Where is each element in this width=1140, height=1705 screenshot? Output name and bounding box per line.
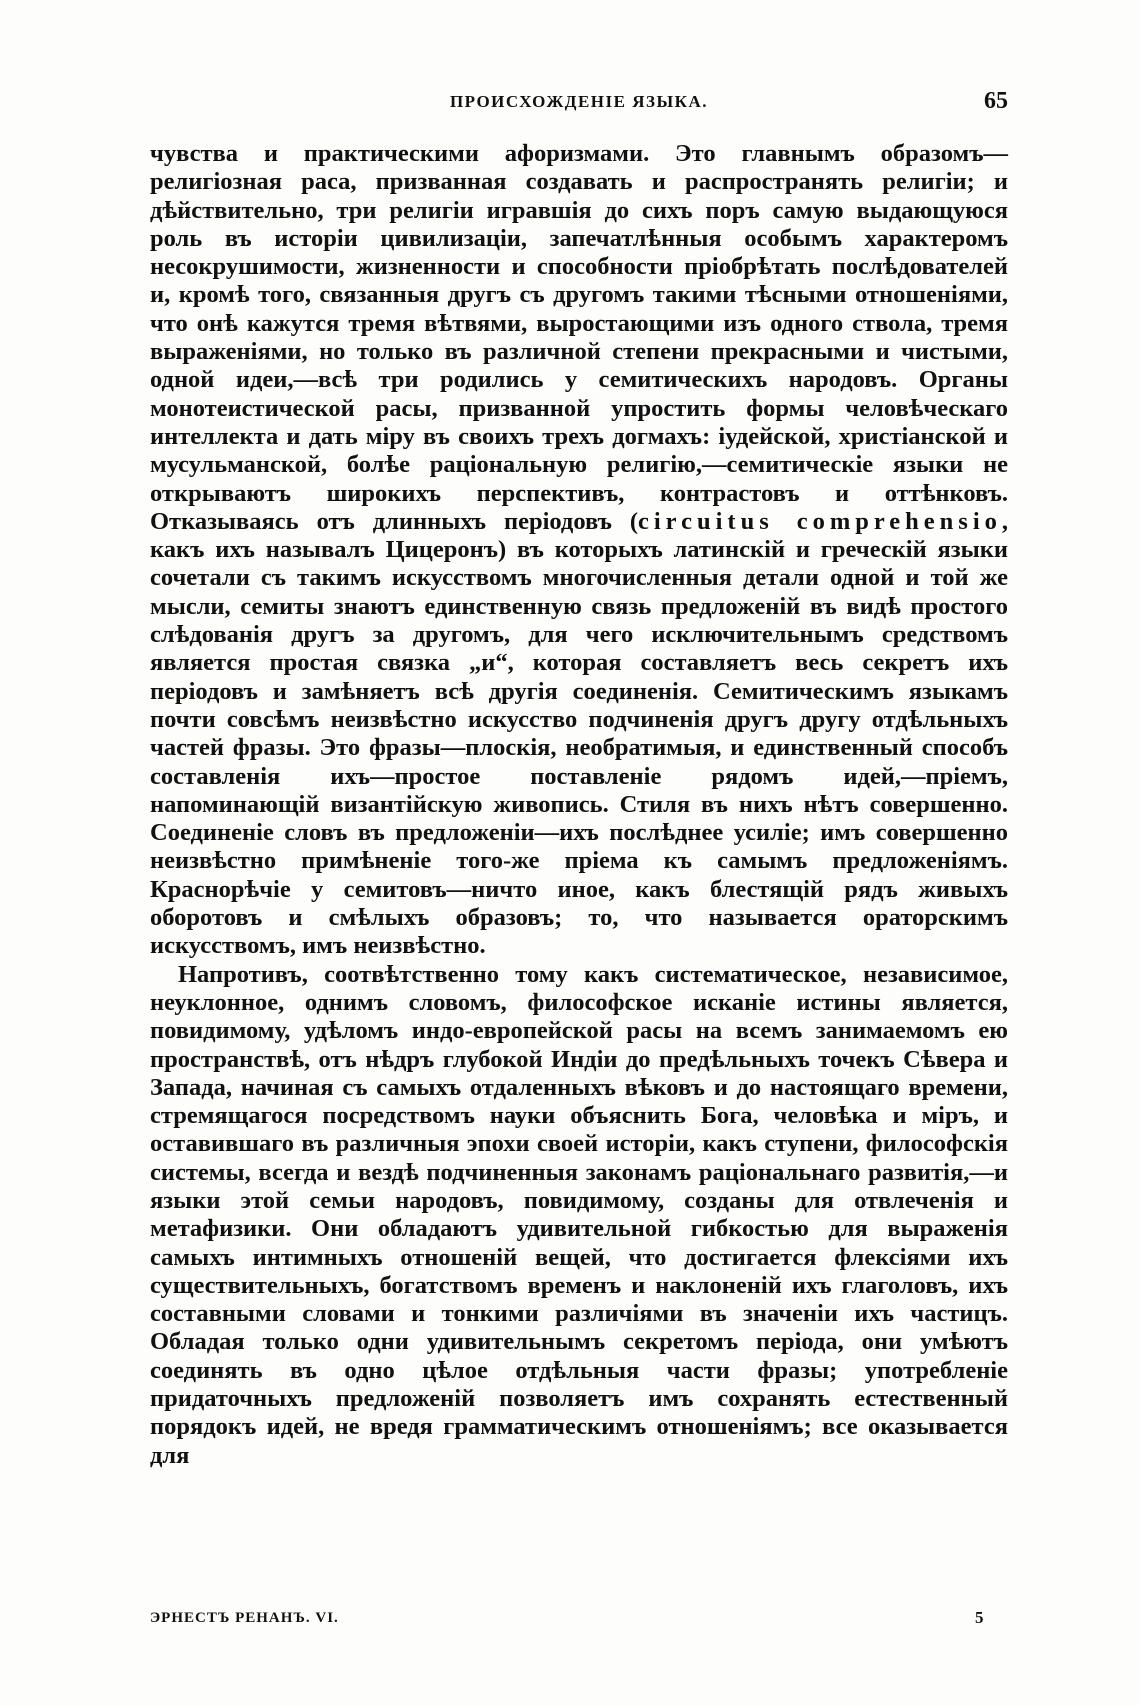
signature-line: ЭРНЕСТЪ РЕНАНЪ. VI. [150, 1610, 339, 1626]
paragraph-2: Напротивъ, соотвѣтственно тому какъ систематическое, независимое, неуклонное, однимъ словомъ, философское исканіе истины является, повидимому, удѣломъ индо-европейской расы на всемъ занимаемомъ ею пространствѣ, отъ нѣдръ глубокой Индіи до предѣльныхъ точекъ Сѣвера и Запада, начиная съ самыхъ отдаленныхъ вѣковъ и до настоящаго времени, стремящагося посредствомъ науки объяснить Бога, человѣка и міръ, и оставившаго въ различныя эпохи своей исторіи, какъ ступени, философскія системы, всегда и вездѣ подчиненныя законамъ раціональнаго развитія,—и языки этой семьи народовъ, повидимому, созданы для отвлеченія и метафизики. Они обладаютъ удивительной гибкостью для выраженія самыхъ интимныхъ отношеній вещей, что достигается флексіями ихъ существительныхъ, богатствомъ временъ и наклоненій ихъ глаголовъ, ихъ составными словами и тонкими различіями въ значеніи ихъ частицъ. Обладая только одни удивительнымъ секретомъ періода, они умѣютъ соединять въ одно цѣлое отдѣльныя части фразы; употребленіе придаточныхъ предложеній позволяетъ имъ сохранять естественный порядокъ идей, не вредя грамматическимъ отношеніямъ; все оказывается для [150, 960, 1008, 1469]
paragraph-1-part-b: , какъ ихъ называлъ Цицеронъ) въ которыхъ латинскій и греческій языки сочетали съ такимъ искусствомъ многочисленныя детали одной и той же мысли, семиты знаютъ единственную связь предложеній въ видѣ простого слѣдованія другъ за другомъ, для чего исключительнымъ средствомъ является простая связка „и“, которая составляетъ весь секретъ ихъ періодовъ и замѣняетъ всѣ другія соединенія. Семитическимъ языкамъ почти совсѣмъ неизвѣстно искусство подчиненія другъ другу отдѣльныхъ частей фразы. Это фразы—плоскія, необратимыя, и единственный способъ составленія ихъ—простое поставленіе рядомъ идей,—пріемъ, напоминающій византійскую живопись. Стиля въ нихъ нѣтъ совершенно. Соединеніе словъ въ предложеніи—ихъ послѣднее усиліе; имъ совершенно неизвѣстно примѣненіе того-же пріема къ самымъ предложеніямъ. Краснорѣчіе у семитовъ—ничто иное, какъ блестящій рядъ живыхъ оборотовъ и смѣлыхъ образовъ; то, что называется ораторскимъ искусствомъ, имъ неизвѣстно. [150, 507, 1009, 960]
body-text [150, 140, 1008, 1470]
page-footer [150, 1610, 1008, 1634]
page-number: 65 [984, 88, 1008, 114]
running-head: ПРОИСХОЖДЕНІЕ ЯЗЫКА. [449, 92, 709, 111]
page-header [150, 88, 1008, 122]
latin-phrase: circuitus comprehensio [638, 507, 1002, 535]
paragraph-continued [150, 140, 1008, 961]
paragraph-1-part-a: чувства и практическими афоризмами. Это главнымъ образомъ—религіозная раса, призванная создавать и распространять религіи; и дѣйствительно, три религіи игравшія до сихъ поръ самую выдающуюся роль въ исторіи цивилизаціи, запечатлѣнныя особымъ характеромъ несокрушимости, жизненности и способности пріобрѣтать послѣдователей и, кромѣ того, связанныя другъ съ другомъ такими тѣсными отношеніями, что онѣ кажутся тремя вѣтвями, выростающими изъ одного ствола, тремя выраженіями, но только въ различной степени прекрасными и чистыми, одной идеи,—всѣ три родились у семитическихъ народовъ. Органы монотеистической расы, призванной упростить формы человѣческаго интеллекта и дать міру въ своихъ трехъ догмахъ: іудейской, христіанской и мусульманской, болѣе раціональную религію,—семитическіе языки не открываютъ широкихъ перспективъ, контрастовъ и оттѣнковъ. Отказываясь отъ длинныхъ періодовъ ( [150, 140, 1008, 535]
sheet-number: 5 [975, 1608, 984, 1627]
